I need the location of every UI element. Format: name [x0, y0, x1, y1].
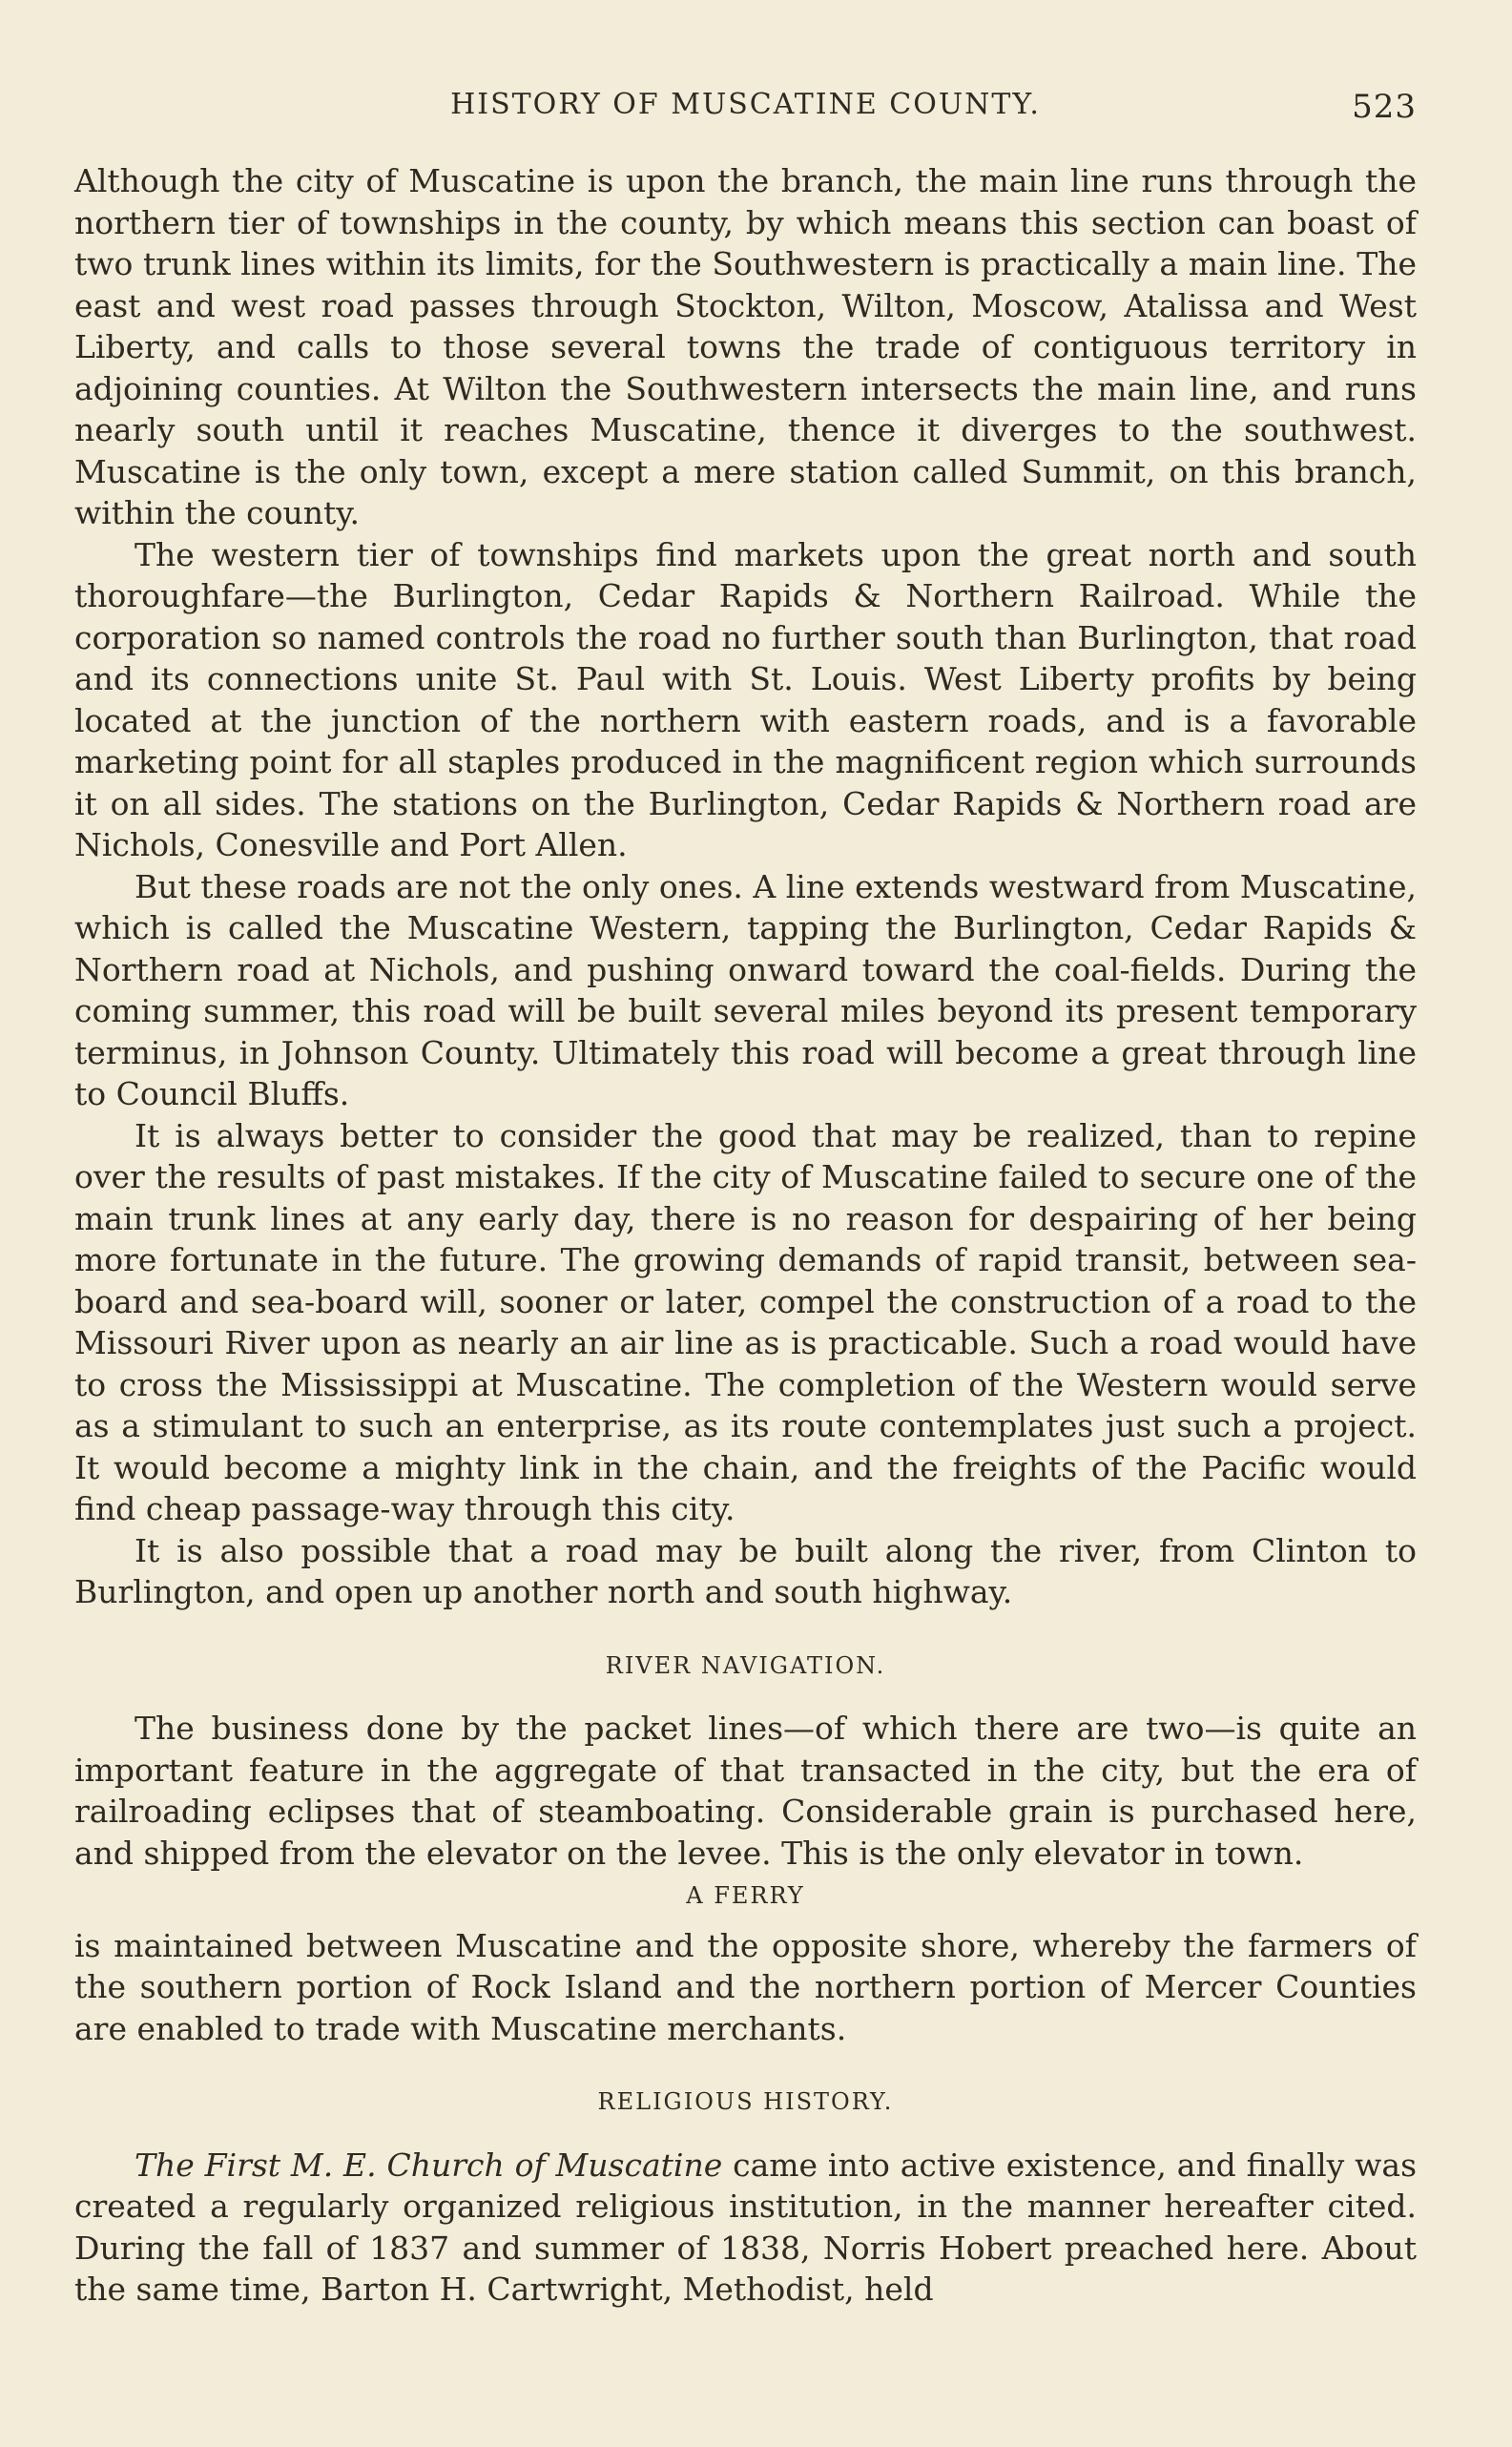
church-paragraph-text: came into active existence, and finally was created a regularly organized religious institution, in the manner hereafter cited. During the fall of 1837 and summer of 1838, Norris Hobert preached here. About the same time, Barton H. Cartwright, Methodist, held — [74, 2146, 1418, 2308]
running-title: HISTORY OF MUSCATINE COUNTY. — [450, 88, 1041, 121]
paragraph-railroad-lines: Although the city of Muscatine is upon the branch, the main line runs through the northern tier of townships in the county, by which means this section can boast of two trunk lines within its limits, for the Southwestern is practically a main line. The east and west road passes through Stockton, Wilton, Moscow, Atalissa and West Liberty, and calls to those several towns the trade of contiguous territory in adjoining counties. At Wilton the Southwestern intersects the main line, and runs nearly south until it reaches Muscatine, thence it diverges to the southwest. Muscatine is the only town, except a mere station called Summit, on this branch, within the county. — [74, 162, 1417, 531]
heading-religious-history: RELIGIOUS HISTORY. — [597, 2088, 894, 2115]
paragraph-muscatine-western: But these roads are not the only ones. A line extends westward from Muscatine, which is called the Muscatine Western, tapping the Burlington, Cedar Rapids & Northern road at Nichols, and pushing onward toward the coal-fields. During the coming summer, this road will be built several miles beyond its present temporary terminus, in Johnson County. Ultimately this road will become a great through line to Council Bluffs. — [74, 867, 1417, 1112]
body-text — [74, 160, 1417, 2311]
church-name-italic: The First M. E. Church of Muscatine — [135, 2146, 723, 2184]
page-number: 523 — [1352, 88, 1417, 126]
paragraph-ferry: is maintained between Muscatine and the opposite shore, whereby the farmers of the southern portion of Rock Island and the northern portion of Mercer Counties are enabled to trade with Muscatine merchants. — [74, 1926, 1417, 2047]
paragraph-packet-lines: The business done by the packet lines—of which there are two—is quite an important feature in the aggregate of that transacted in the city, but the era of railroading eclipses that of steamboating. Considerable grain is purchased here, and shipped from the elevator on the levee. This is the only elevator in town. — [74, 1710, 1417, 1872]
paragraph-first-me-church — [74, 2145, 1417, 2311]
heading-river-navigation: RIVER NAVIGATION. — [605, 1651, 886, 1679]
running-head — [74, 88, 1417, 141]
paragraph-future-lines: It is always better to consider the good that may be realized, than to repine over the results of past mistakes. If the city of Muscatine failed to secure one of the main trunk lines at any early day, there is no reason for despairing of her being more fortunate in the future. The growing demands of rapid transit, between sea-board and sea-board will, sooner or later, compel the construction of a road to the Missouri River upon as nearly an air line as is practicable. Such a road would have to cross the Mississippi at Muscatine. The completion of the Western would serve as a stimulant to such an enterprise, as its route contemplates just such a project. It would become a mighty link in the chain, and the freights of the Pacific would find cheap passage-way through this city. — [74, 1116, 1417, 1527]
paragraph-western-tier: The western tier of townships find markets upon the great north and south thoroughfare—the Burlington, Cedar Rapids & Northern Railroad. While the corporation so named controls the road no further south than Burlington, that road and its connections unite St. Paul with St. Louis. West Liberty profits by being located at the junction of the northern with eastern roads, and is a favorable marketing point for all staples produced in the magnificent region which surrounds it on all sides. The stations on the Burlington, Cedar Rapids & Northern road are Nichols, Conesville and Port Allen. — [74, 535, 1417, 863]
heading-a-ferry: A FERRY — [686, 1882, 805, 1909]
paragraph-river-road: It is also possible that a road may be built along the river, from Clinton to Burlington, and open up another north and south highway. — [74, 1531, 1417, 1610]
